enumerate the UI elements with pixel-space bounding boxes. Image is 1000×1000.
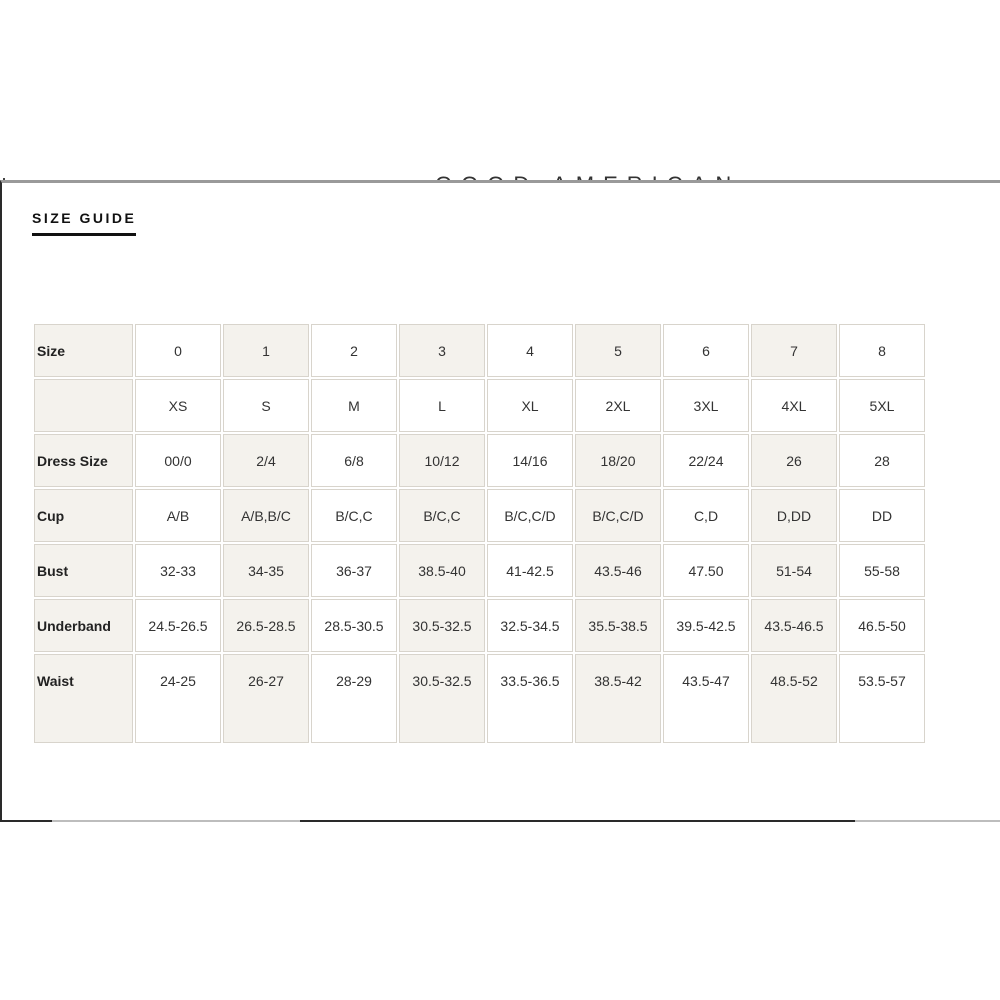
table-cell: 36-37	[311, 544, 397, 597]
table-row-dress-size	[34, 434, 925, 487]
table-cell: 48.5-52	[751, 654, 837, 743]
table-cell: 3	[399, 324, 485, 377]
table-cell: 18/20	[575, 434, 661, 487]
table-cell: 41-42.5	[487, 544, 573, 597]
table-cell: 33.5-36.5	[487, 654, 573, 743]
table-cell: 26.5-28.5	[223, 599, 309, 652]
table-cell: 46.5-50	[839, 599, 925, 652]
table-cell: 32.5-34.5	[487, 599, 573, 652]
table-cell: 43.5-46.5	[751, 599, 837, 652]
table-cell: 26	[751, 434, 837, 487]
table-cell: 4	[487, 324, 573, 377]
table-cell: 43.5-47	[663, 654, 749, 743]
table-cell: 28.5-30.5	[311, 599, 397, 652]
table-cell: XL	[487, 379, 573, 432]
table-cell: 43.5-46	[575, 544, 661, 597]
table-cell: B/C,C/D	[575, 489, 661, 542]
table-row-underband	[34, 599, 925, 652]
table-row-letter-size	[34, 379, 925, 432]
table-cell: 6/8	[311, 434, 397, 487]
table-cell: 14/16	[487, 434, 573, 487]
table-cell: 2XL	[575, 379, 661, 432]
table-cell: 1	[223, 324, 309, 377]
row-label: Size	[34, 324, 133, 377]
table-cell: XS	[135, 379, 221, 432]
modal-title: SIZE GUIDE	[32, 210, 136, 236]
table-cell: 22/24	[663, 434, 749, 487]
table-cell: 0	[135, 324, 221, 377]
table-cell: 7	[751, 324, 837, 377]
row-label: Cup	[34, 489, 133, 542]
table-cell: 2/4	[223, 434, 309, 487]
table-cell: 28-29	[311, 654, 397, 743]
table-cell: 55-58	[839, 544, 925, 597]
table-cell: 38.5-40	[399, 544, 485, 597]
table-cell: A/B	[135, 489, 221, 542]
table-cell: A/B,B/C	[223, 489, 309, 542]
table-cell: 26-27	[223, 654, 309, 743]
modal-bottom-border	[0, 820, 1000, 822]
row-label: Bust	[34, 544, 133, 597]
table-cell: 00/0	[135, 434, 221, 487]
table-cell: 10/12	[399, 434, 485, 487]
table-cell: 3XL	[663, 379, 749, 432]
table-cell: 2	[311, 324, 397, 377]
table-cell: 5XL	[839, 379, 925, 432]
table-cell: 47.50	[663, 544, 749, 597]
table-cell: 6	[663, 324, 749, 377]
table-cell: 24.5-26.5	[135, 599, 221, 652]
table-cell: M	[311, 379, 397, 432]
table-cell: B/C,C	[311, 489, 397, 542]
table-cell: S	[223, 379, 309, 432]
table-cell: DD	[839, 489, 925, 542]
table-cell: C,D	[663, 489, 749, 542]
table-cell: 53.5-57	[839, 654, 925, 743]
table-cell: D,DD	[751, 489, 837, 542]
table-row-cup	[34, 489, 925, 542]
table-cell: 28	[839, 434, 925, 487]
table-row-size	[34, 324, 925, 377]
row-label: Dress Size	[34, 434, 133, 487]
size-guide-modal	[0, 180, 1000, 820]
table-row-bust	[34, 544, 925, 597]
table-cell: 30.5-32.5	[399, 654, 485, 743]
row-label: Underband	[34, 599, 133, 652]
row-label	[34, 379, 133, 432]
table-cell: 8	[839, 324, 925, 377]
table-cell: 5	[575, 324, 661, 377]
table-cell: 51-54	[751, 544, 837, 597]
table-cell: 35.5-38.5	[575, 599, 661, 652]
table-cell: B/C,C	[399, 489, 485, 542]
row-label: Waist	[34, 654, 133, 743]
table-cell: 32-33	[135, 544, 221, 597]
table-cell: 30.5-32.5	[399, 599, 485, 652]
table-cell: 39.5-42.5	[663, 599, 749, 652]
table-cell: L	[399, 379, 485, 432]
table-cell: 4XL	[751, 379, 837, 432]
table-cell: 24-25	[135, 654, 221, 743]
table-cell: 34-35	[223, 544, 309, 597]
size-guide-table	[32, 322, 927, 745]
table-row-waist	[34, 654, 925, 743]
table-cell: 38.5-42	[575, 654, 661, 743]
table-cell: B/C,C/D	[487, 489, 573, 542]
